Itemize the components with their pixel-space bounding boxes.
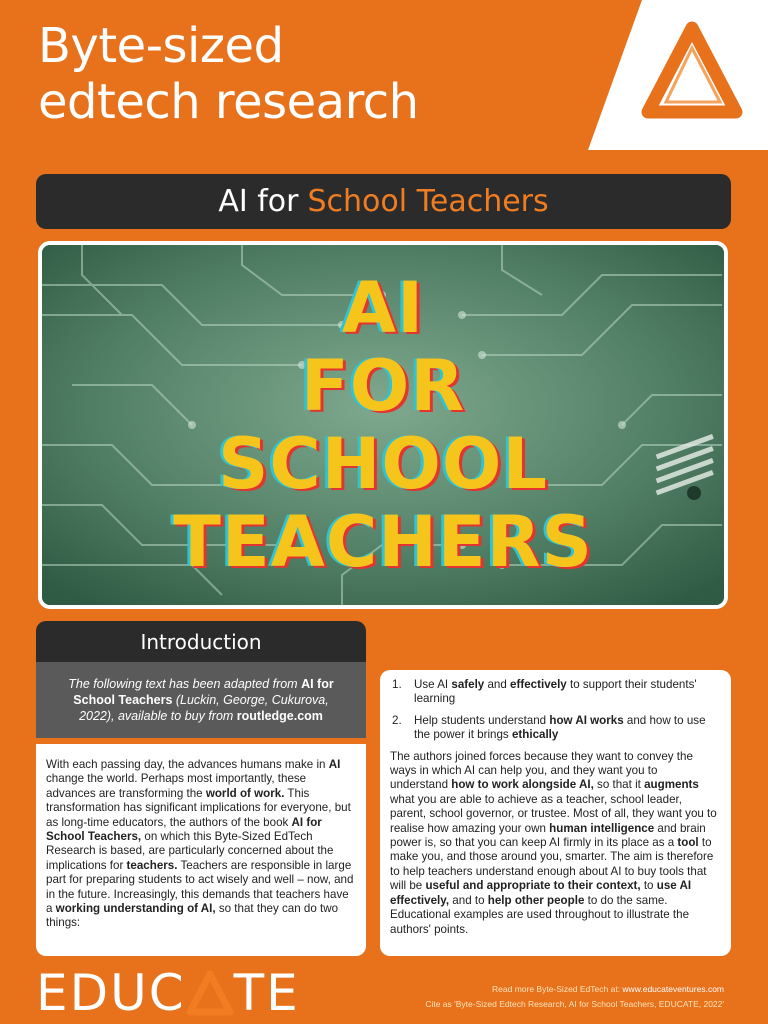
adapted-site-link[interactable]: routledge.com	[236, 709, 323, 723]
read-more-url[interactable]: www.educateventures.com	[622, 984, 724, 994]
authors-run: human intelligence	[549, 821, 655, 835]
intro-run: teachers.	[126, 858, 178, 872]
intro-run: so that they can do two things:	[46, 902, 339, 930]
authors-run: and brain power is, so that you can keep AI firmly in its place as a	[390, 821, 706, 850]
goal-list	[390, 678, 717, 743]
goal-run: and how to use the power it brings	[414, 713, 706, 742]
introduction-heading: Introduction	[36, 621, 366, 662]
triangle-a-icon	[186, 970, 234, 1016]
title-line-2: edtech research	[38, 74, 419, 130]
banner-prefix: AI for	[218, 184, 299, 219]
adapted-book-title: AI for School Teachers	[73, 677, 334, 707]
intro-run: AI	[328, 758, 341, 771]
intro-run: Teachers are responsible in large part for preparing students to act wisely and well – now, and in the future. Increasingly, this demands that teachers have a	[46, 858, 354, 916]
authors-run: how to work alongside AI,	[451, 778, 594, 792]
corner-logo-panel	[588, 0, 768, 150]
intro-run: on which this Byte-Sized EdTech Research is based, are particularly concerned about the implications for	[46, 830, 334, 872]
hero-line-2: FOR	[300, 345, 466, 427]
list-item-number: 2.	[392, 713, 402, 727]
banner-accent: School Teachers	[307, 184, 549, 219]
hero-line-4: TEACHERS	[173, 501, 593, 583]
list-item-text	[414, 678, 717, 707]
authors-run: to do the same. Educational examples are used throughout to illustrate the authors' points.	[390, 893, 690, 936]
goal-run: effectively	[510, 678, 567, 691]
adapted-note	[36, 662, 366, 738]
goal-run: and	[484, 678, 511, 691]
authors-run: The authors joined forces because they want to convey the ways in which AI can help you, and they want you to understand	[390, 749, 693, 792]
intro-paragraph	[46, 758, 354, 931]
list-item	[390, 678, 717, 707]
hero-title	[42, 269, 724, 581]
authors-run: so that it	[593, 778, 645, 792]
authors-run: what you are able to achieve as a teacher, school leader, parent, school governor, or trustee. Most of all, they want you to realise how amazing your own	[390, 792, 717, 835]
citation-line: Cite as 'Byte-Sized Edtech Research, AI for School Teachers, EDUCATE, 2022'	[425, 999, 724, 1009]
goal-run: safely	[451, 678, 485, 691]
intro-run: This transformation has significant implications for everyone, but as long-time educators, the authors of the book	[46, 786, 351, 829]
title-line-1: Byte-sized	[38, 18, 284, 74]
list-item	[390, 714, 717, 743]
logo-text-right: TE	[233, 964, 300, 1022]
goal-run: ethically	[511, 728, 559, 742]
adapted-mid: (Luckin, George, Cukurova, 2022), available to buy from	[79, 693, 329, 723]
authors-run: to	[640, 879, 657, 893]
authors-run: and to	[449, 893, 488, 907]
hero-line-3: SCHOOL	[218, 423, 548, 505]
intro-run: world of work.	[205, 786, 285, 800]
hero-image	[38, 241, 728, 609]
intro-text-box	[36, 744, 366, 956]
read-more-line	[425, 982, 724, 997]
topic-banner	[36, 174, 731, 229]
authors-run: augments	[644, 778, 699, 792]
intro-run: With each passing day, the advances humans make in	[46, 758, 329, 771]
goal-run: how AI works	[549, 713, 624, 727]
hero-line-1: AI	[341, 267, 425, 349]
intro-run: change the world. Perhaps most importantly, these advances are transforming the	[46, 772, 307, 800]
authors-paragraph	[390, 750, 717, 937]
authors-run: useful and appropriate to their context,	[425, 879, 641, 893]
intro-run: AI for School Teachers,	[46, 815, 322, 844]
goal-run: to support their students' learning	[414, 678, 697, 706]
logo-text-left: EDUC	[36, 964, 186, 1022]
goals-text-box	[380, 670, 731, 956]
authors-run: to make you, and those around you, smarter. The aim is therefore to help teachers understand enough about AI to buy tools that will be	[390, 836, 714, 893]
intro-run: working understanding of AI,	[55, 902, 216, 916]
footer-links	[425, 982, 724, 1012]
adapted-pre: The following text has been adapted from	[68, 677, 302, 691]
read-more-label: Read more Byte-Sized EdTech at:	[492, 984, 623, 994]
list-item-number: 1.	[392, 678, 402, 691]
goal-run: Help students understand	[414, 713, 550, 727]
authors-run: use AI effectively,	[390, 879, 692, 907]
authors-run: help other people	[487, 893, 585, 907]
goal-run: Use AI	[414, 678, 452, 691]
educate-logo	[36, 966, 300, 1020]
page-title	[38, 18, 419, 130]
authors-run: tool	[677, 836, 699, 850]
list-item-text	[414, 714, 717, 743]
